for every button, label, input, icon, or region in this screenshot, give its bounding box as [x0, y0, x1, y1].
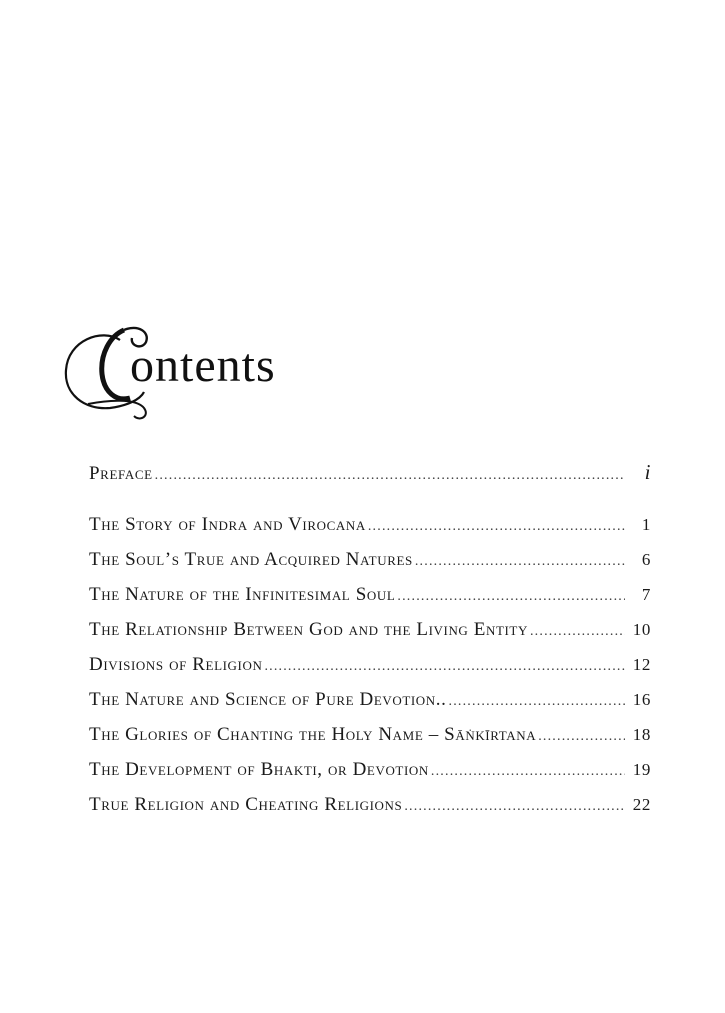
- toc-entry-page: 19: [632, 760, 651, 779]
- dot-leader: [404, 789, 625, 824]
- toc-entry-title: Preface: [89, 463, 153, 484]
- toc-entry-title: The Nature and Science of Pure Devotion..: [89, 689, 447, 710]
- dot-leader: [530, 614, 625, 649]
- dot-leader: [368, 509, 625, 544]
- toc-entry-page: 16: [632, 690, 651, 709]
- dot-leader: [431, 754, 625, 789]
- dot-leader: [538, 719, 625, 754]
- toc-entry[interactable]: [89, 682, 651, 717]
- dot-leader: [264, 649, 625, 684]
- toc-entry-page: i: [644, 460, 651, 484]
- toc-entry-title: The Glories of Chanting the Holy Name – Sāṅkīrtana: [89, 724, 537, 745]
- toc-entry-page: 7: [641, 585, 651, 604]
- toc-entry-title: The Nature of the Infinitesimal Soul: [89, 584, 396, 605]
- toc-entry-title: The Soul’s True and Acquired Natures: [89, 549, 413, 570]
- dot-leader: [415, 544, 625, 579]
- toc-entry[interactable]: [89, 577, 651, 612]
- toc-entry[interactable]: [89, 787, 651, 822]
- toc-entry-title: The Story of Indra and Virocana: [89, 514, 366, 535]
- toc-entry-page: 6: [641, 550, 651, 569]
- toc-entry-page: 22: [632, 795, 651, 814]
- toc-entry-title: The Development of Bhakti, or Devotion: [89, 759, 429, 780]
- toc-entry[interactable]: [89, 752, 651, 787]
- toc-entry-preface[interactable]: [89, 455, 651, 490]
- table-of-contents: [89, 455, 651, 822]
- dot-leader: [397, 579, 625, 614]
- toc-entry-page: 18: [632, 725, 651, 744]
- contents-heading: [58, 318, 358, 428]
- toc-entry[interactable]: [89, 717, 651, 752]
- dot-leader: [155, 458, 625, 493]
- toc-entry[interactable]: [89, 647, 651, 682]
- toc-entry-title: Divisions of Religion: [89, 654, 263, 675]
- dot-leader: [449, 684, 626, 719]
- toc-entry[interactable]: [89, 612, 651, 647]
- toc-entry-title: True Religion and Cheating Religions: [89, 794, 403, 815]
- heading-text: ontents: [130, 339, 276, 392]
- toc-entry-title: The Relationship Between God and the Living Entity: [89, 619, 528, 640]
- toc-entry-page: 12: [632, 655, 651, 674]
- toc-entry-page: 10: [632, 620, 651, 639]
- toc-entry-page: 1: [641, 515, 651, 534]
- toc-entry[interactable]: [89, 507, 651, 542]
- toc-entry[interactable]: [89, 542, 651, 577]
